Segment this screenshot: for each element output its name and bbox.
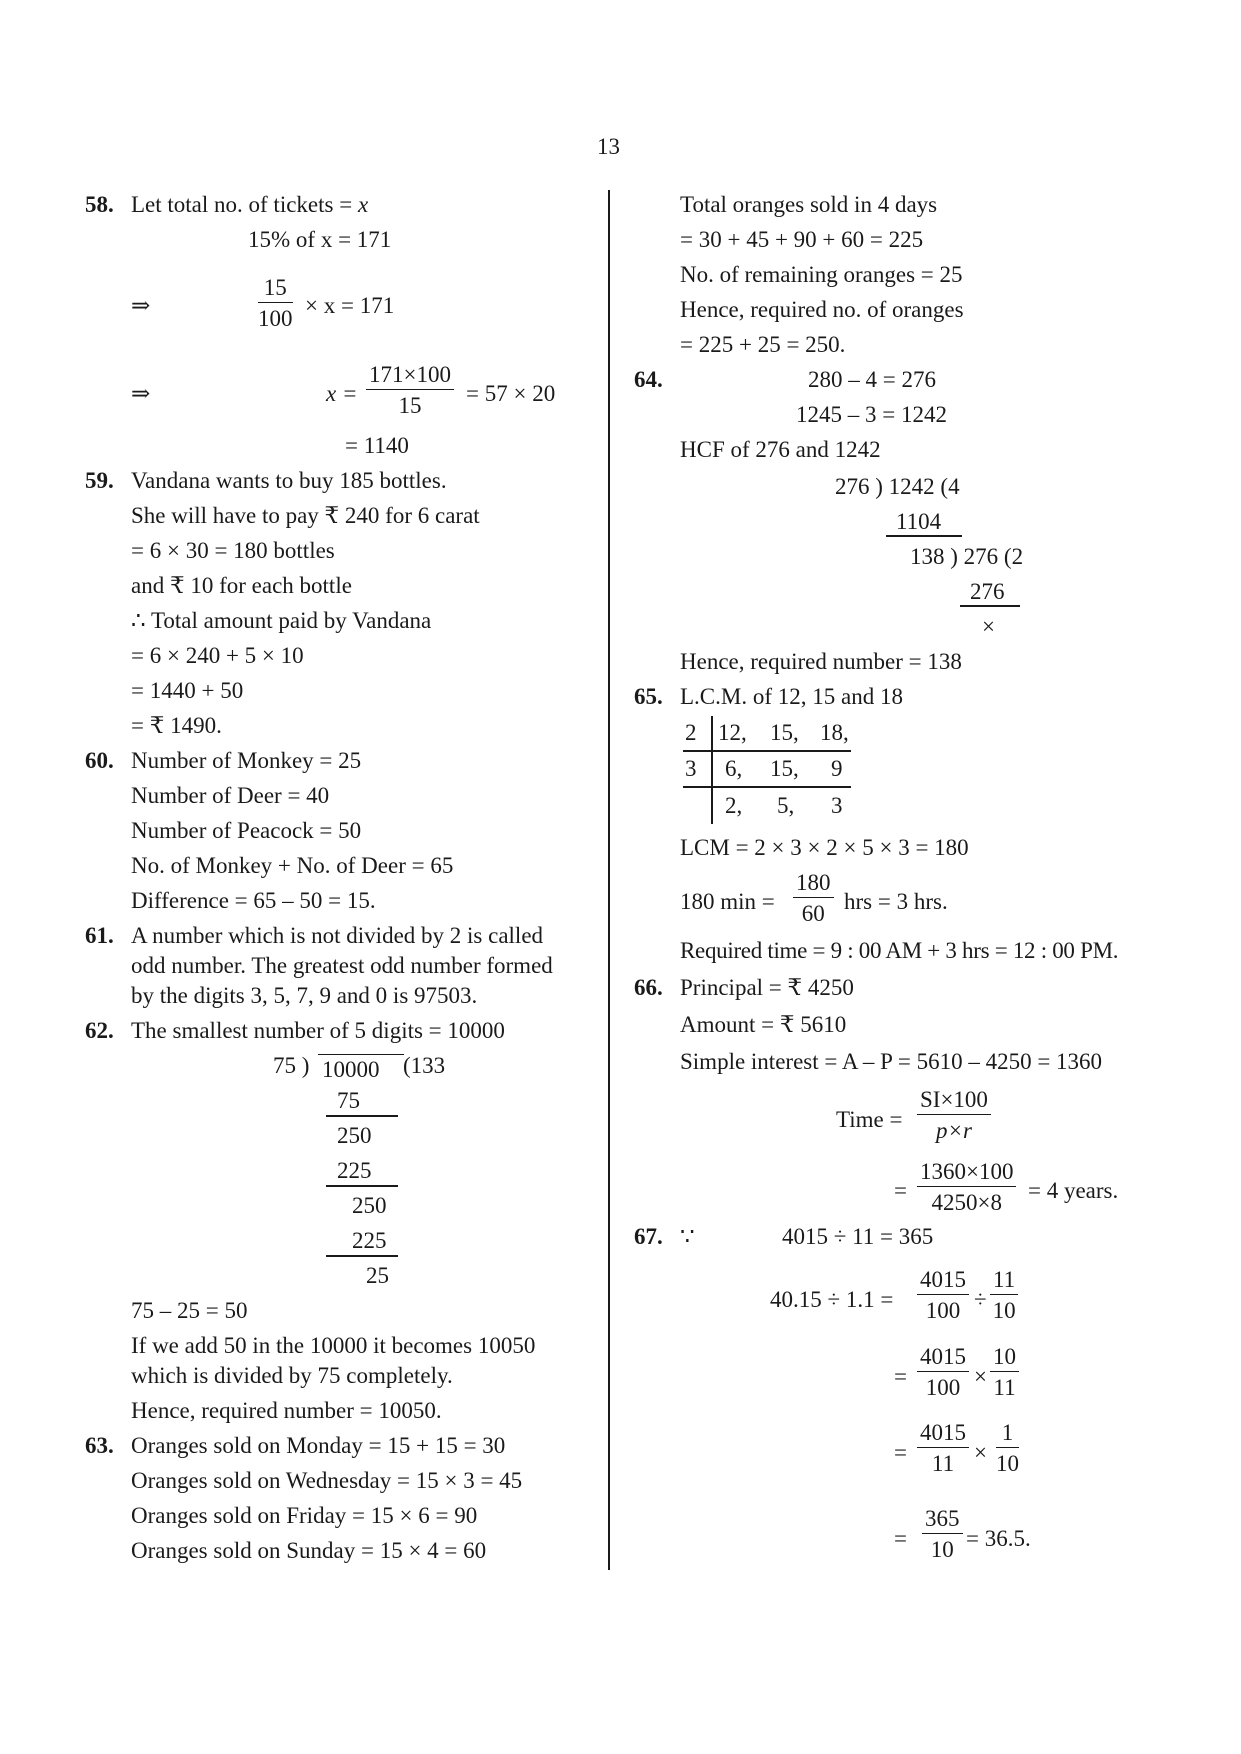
equation-line: LCM = 2 × 3 × 2 × 5 × 3 = 180 (680, 835, 969, 860)
equation-line: = 1140 (345, 433, 409, 458)
long-division-dividend: 10000 (322, 1057, 380, 1082)
long-division-quotient: (133 (403, 1053, 446, 1078)
implies-symbol: ⇒ (131, 293, 151, 318)
question-number: 63. (85, 1433, 114, 1458)
equals-sign: = (894, 1178, 907, 1203)
text-line: Oranges sold on Friday = 15 × 6 = 90 (131, 1503, 478, 1528)
text-line: No. of remaining oranges = 25 (680, 262, 963, 287)
division-step: 250 (352, 1193, 387, 1218)
fraction: $\frac{SI\times 100}{p\times r}$ (917, 1088, 991, 1142)
table-cell: 9 (831, 756, 843, 781)
division-remainder: 25 (366, 1263, 389, 1288)
text-line: Required time = 9 : 00 AM + 3 hrs = 12 : 00 PM. (680, 938, 1119, 963)
text-line: Hence, required number = 10050. (131, 1398, 442, 1423)
table-cell: 3 (831, 793, 843, 818)
equation-lhs: x = (326, 381, 358, 406)
equals-sign: = (894, 1364, 907, 1389)
question-number: 66. (634, 975, 663, 1000)
fraction: $\frac{4015}{11}$ (917, 1421, 969, 1475)
long-division-divisor: 75 ) (273, 1053, 310, 1078)
text-line: Amount = ₹ 5610 (680, 1012, 847, 1037)
division-rule (886, 535, 962, 537)
division-rule (326, 1255, 398, 1257)
operator: × (974, 1440, 987, 1465)
division-step: 225 (337, 1158, 372, 1183)
because-symbol: ∵ (680, 1224, 695, 1249)
equation-rhs: = 36.5. (966, 1526, 1031, 1551)
table-cell: 6, (725, 756, 743, 781)
division-rule (326, 1115, 398, 1117)
text-line: Total oranges sold in 4 days (680, 192, 938, 217)
equation-line: 1245 – 3 = 1242 (796, 402, 947, 427)
text-line: by the digits 3, 5, 7, 9 and 0 is 97503. (131, 983, 478, 1008)
fraction: $\frac{10}{11}$ (990, 1345, 1019, 1399)
text-line: If we add 50 in the 10000 it becomes 10050 (131, 1333, 536, 1358)
text-line: No. of Monkey + No. of Deer = 65 (131, 853, 454, 878)
text-line: L.C.M. of 12, 15 and 18 (680, 684, 903, 709)
fraction: $\frac{1}{10}$ (996, 1420, 1019, 1476)
table-vertical-rule (711, 716, 713, 824)
table-cell: 18, (820, 720, 849, 745)
equals-sign: = (894, 1526, 907, 1551)
text-line: Principal = ₹ 4250 (680, 975, 854, 1000)
equation-rhs: × x = 171 (305, 293, 395, 318)
column-divider (608, 190, 610, 1570)
text-line: Number of Monkey = 25 (131, 748, 362, 773)
text-line: 75 – 25 = 50 (131, 1298, 248, 1323)
text-line: and ₹ 10 for each bottle (131, 573, 352, 598)
text-line: She will have to pay ₹ 240 for 6 carat (131, 503, 480, 528)
question-number: 64. (634, 367, 663, 392)
table-cell: 15, (770, 756, 799, 781)
operator: ÷ (974, 1287, 987, 1312)
question-number: 58. (85, 192, 114, 217)
fraction: $\frac{15}{100}$ (258, 275, 293, 331)
division-step: 225 (352, 1228, 387, 1253)
division-bar (318, 1054, 404, 1055)
text-line: = ₹ 1490. (131, 713, 222, 738)
text-line: which is divided by 75 completely. (131, 1363, 453, 1388)
equation-rhs: = 4 years. (1028, 1178, 1119, 1203)
text-line: ∴ Total amount paid by Vandana (131, 608, 432, 633)
table-cell: 2, (725, 793, 743, 818)
equation-line: 15% of x = 171 (248, 227, 392, 252)
equals-sign: = (894, 1440, 907, 1465)
division-step: 276 ) 1242 (4 (835, 474, 960, 499)
equation-lhs: Time = (836, 1107, 903, 1132)
table-cell: 5, (777, 793, 795, 818)
text-line: = 6 × 30 = 180 bottles (131, 538, 335, 563)
text-line: Hence, required number = 138 (680, 649, 962, 674)
text-line: = 1440 + 50 (131, 678, 244, 703)
fraction: $\frac{4015}{100}$ (917, 1345, 969, 1399)
text-line: Difference = 65 – 50 = 15. (131, 888, 376, 913)
division-step: 1104 (896, 509, 942, 534)
text-line: HCF of 276 and 1242 (680, 437, 881, 462)
division-step: 250 (337, 1123, 372, 1148)
division-rule (960, 605, 1020, 607)
text-line: = 225 + 25 = 250. (680, 332, 846, 357)
text-line: Hence, required no. of oranges (680, 297, 964, 322)
table-rule (683, 786, 851, 788)
table-divisor: 3 (685, 756, 697, 781)
implies-symbol: ⇒ (131, 381, 151, 406)
text-line: odd number. The greatest odd number formed (131, 953, 553, 978)
text-line: Simple interest = A – P = 5610 – 4250 = 1360 (680, 1049, 1103, 1074)
fraction: $\frac{1360\times 100}{4250\times 8}$ (917, 1160, 1016, 1214)
text-line: The smallest number of 5 digits = 10000 (131, 1018, 505, 1043)
fraction: $\frac{4015}{100}$ (917, 1268, 969, 1322)
division-step: 75 (337, 1088, 360, 1113)
operator: × (974, 1364, 987, 1389)
equation-lhs: 180 min = (680, 889, 775, 914)
question-number: 59. (85, 468, 114, 493)
fraction: $\frac{11}{10}$ (990, 1268, 1018, 1322)
text-line: Vandana wants to buy 185 bottles. (131, 468, 447, 493)
text-line: A number which is not divided by 2 is called (131, 923, 544, 948)
division-step: 276 (970, 579, 1005, 604)
table-cell: 15, (770, 720, 799, 745)
division-remainder: × (982, 614, 995, 639)
text-line: Oranges sold on Wednesday = 15 × 3 = 45 (131, 1468, 523, 1493)
fraction: $\frac{171\times 100}{15}$ (366, 363, 454, 417)
text-line: Oranges sold on Sunday = 15 × 4 = 60 (131, 1538, 487, 1563)
text-line: = 30 + 45 + 90 + 60 = 225 (680, 227, 924, 252)
question-number: 67. (634, 1224, 663, 1249)
equation-rhs: hrs = 3 hrs. (844, 889, 948, 914)
text-line: Let total no. of tickets = x (131, 192, 369, 217)
table-divisor: 2 (685, 720, 697, 745)
text-line: = 6 × 240 + 5 × 10 (131, 643, 304, 668)
text-line: Number of Peacock = 50 (131, 818, 362, 843)
fraction: $\frac{180}{60}$ (793, 871, 834, 925)
equation-rhs: = 57 × 20 (466, 381, 556, 406)
text-line: Oranges sold on Monday = 15 + 15 = 30 (131, 1433, 506, 1458)
division-step: 138 ) 276 (2 (910, 544, 1024, 569)
table-rule (683, 750, 851, 752)
equation-line: 280 – 4 = 276 (808, 367, 936, 392)
question-number: 61. (85, 923, 114, 948)
question-number: 65. (634, 684, 663, 709)
table-cell: 12, (718, 720, 747, 745)
page-number: 13 (597, 134, 620, 159)
division-rule (326, 1185, 398, 1187)
question-number: 62. (85, 1018, 114, 1043)
question-number: 60. (85, 748, 114, 773)
text-line: Number of Deer = 40 (131, 783, 330, 808)
equation-line: 4015 ÷ 11 = 365 (782, 1224, 934, 1249)
fraction: $\frac{365}{10}$ (922, 1507, 963, 1561)
equation-lhs: 40.15 ÷ 1.1 = (770, 1287, 894, 1312)
